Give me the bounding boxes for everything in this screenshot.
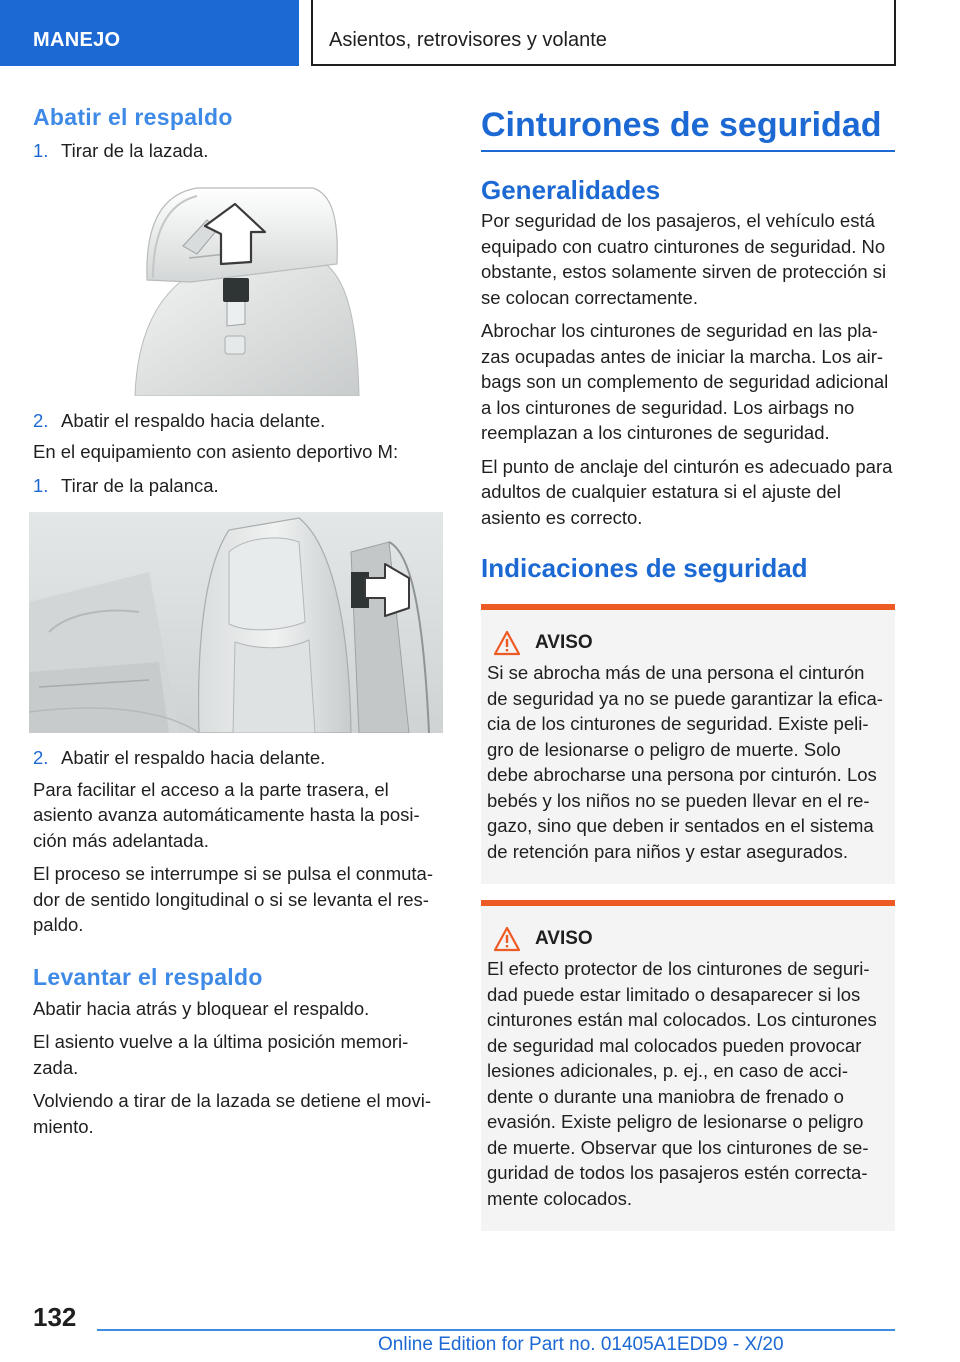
- left-column: [33, 100, 443, 1139]
- raise-paragraph-3: Volviendo a tirar de la lazada se detiene el movimiento.: [33, 1090, 431, 1137]
- sport-seat-lever-illustration: [29, 512, 443, 733]
- step-text: Tirar de la palanca.: [61, 474, 219, 496]
- warning-label: AVISO: [535, 928, 593, 949]
- step-text: Abatir el respaldo hacia delante.: [61, 409, 326, 431]
- sport-step-2: [33, 745, 443, 771]
- headrest-strap-illustration: [117, 186, 363, 396]
- step-number: 2.: [33, 409, 49, 431]
- warning-text: Si se abrocha más de una persona el cinturón de seguridad ya no se puede garantizar la eficacia de los cinturones de seguridad. Existe peligro de lesionarse o peligro de muerte. Solo debe abrocharse una persona por cinturón. Los bebés y los niños no se pueden llevar en el regazo, sino que deben ir sentados en el sistema de retención para niños y estar asegurados.: [487, 662, 883, 862]
- general-paragraph-2: Abrochar los cinturones de seguridad en las plazas ocupadas antes de iniciar la marcha. Los airbags son un complemento de seguridad adicional a los cinturones de seguridad. Los airbags no reemplazan a los cinturones de seguridad.: [481, 320, 889, 443]
- general-heading: Generalidades: [481, 175, 661, 205]
- fold-step-1: [33, 138, 443, 164]
- safety-heading: Indicaciones de seguridad: [481, 553, 808, 583]
- warning-label: AVISO: [535, 632, 593, 653]
- step-number: 1.: [33, 474, 49, 496]
- section-tab: [0, 0, 299, 66]
- general-paragraph-3: El punto de anclaje del cinturón es adecuado para adultos de cualquier estatura si el ajuste del asiento es correcto.: [481, 455, 893, 528]
- page-number: 132: [33, 1302, 77, 1332]
- raise-paragraph-2: El asiento vuelve a la última posición memorizada.: [33, 1031, 409, 1078]
- step-text: Abatir el respaldo hacia delante.: [61, 747, 326, 768]
- step-number: 2.: [33, 747, 49, 768]
- section-label: MANEJO: [33, 29, 121, 51]
- chapter-label: Asientos, retrovisores y volante: [329, 29, 607, 51]
- warning-box-1: [481, 604, 895, 884]
- right-column: [481, 100, 895, 1231]
- warning-triangle-icon: [493, 630, 521, 656]
- fold-backrest-heading: Abatir el respaldo: [33, 104, 233, 130]
- warning-header: [493, 926, 887, 952]
- raise-paragraph-1: Abatir hacia atrás y bloquear el respaldo.: [33, 997, 370, 1019]
- footer-divider: [97, 1329, 895, 1331]
- chapter-header: [311, 0, 896, 66]
- general-paragraph-1: Por seguridad de los pasajeros, el vehículo está equipado con cuatro cinturones de seguridad. No obstante, estos solamente sirven de protección si se colocan correctamente.: [481, 210, 887, 308]
- step-number: 1.: [33, 140, 49, 161]
- warning-header: [493, 630, 887, 656]
- interrupt-paragraph: El proceso se interrumpe si se pulsa el conmutador de sentido longitudinal o si se levanta el respaldo.: [33, 863, 434, 935]
- warning-text: El efecto protector de los cinturones de seguridad puede estar limitado o desaparecer si los cinturones están mal colocados. Los cinturones de seguridad mal colocados pueden provocar lesiones adicionales, p. ej., en caso de accidente o durante una maniobra de frenado o evasión. Existe peligro de lesionarse o peligro de muerte. Observar que los cinturones de seguridad de todos los pasajeros estén correctamente colocados.: [487, 958, 877, 1209]
- step-text: Tirar de la lazada.: [61, 140, 209, 161]
- warning-triangle-icon: [493, 926, 521, 952]
- raise-backrest-heading: Levantar el respaldo: [33, 963, 263, 990]
- sport-step-1: [33, 473, 443, 499]
- seat-belts-title: Cinturones de seguridad: [481, 100, 895, 152]
- fold-step-2: [33, 408, 443, 434]
- sport-seat-intro: En el equipamiento con asiento deportivo M:: [33, 441, 399, 462]
- warning-box-2: [481, 900, 895, 1231]
- edition-note: Online Edition for Part no. 01405A1EDD9 - X/20: [378, 1334, 784, 1355]
- rear-access-paragraph: Para facilitar el acceso a la parte trasera, el asiento avanza automáticamente hasta la posición más adelantada.: [33, 778, 420, 851]
